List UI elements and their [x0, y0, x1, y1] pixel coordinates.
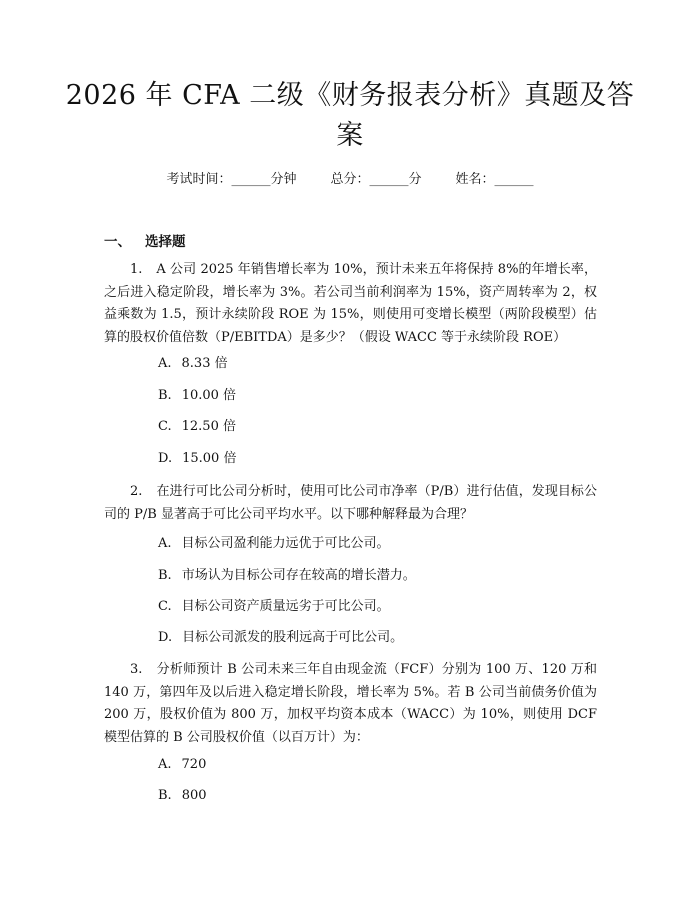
- section-heading: [104, 230, 186, 250]
- option-text: 15.00 倍: [182, 451, 237, 466]
- option-1c: [158, 418, 236, 436]
- option-1b: [158, 387, 236, 405]
- option-2a: [158, 535, 390, 553]
- option-text: 10.00 倍: [181, 388, 237, 403]
- question-number: 2.: [130, 484, 143, 499]
- name-label: 姓名：______: [455, 172, 534, 187]
- question-number: 1.: [130, 262, 143, 277]
- option-text: 800: [181, 788, 207, 803]
- section-label: 选择题: [145, 234, 186, 250]
- option-text: 12.50 倍: [181, 419, 236, 434]
- option-text: 目标公司派发的股利远高于可比公司。: [182, 630, 404, 645]
- question-1: [104, 259, 597, 349]
- question-text: A 公司 2025 年销售增长率为 10%，预计未来五年将保持 8%的年增长率，之后进入稳定阶段，增长率为 3%。若公司当前利润率为 15%，资产周转率为 2，权益乘数为 1.5，预计永续阶段 ROE 为 15%，则使用可变增长模型（两阶段模型）估算的股权价值倍数（P/EBITDA）是多少？（假设 WACC 等于永续阶段 ROE）: [104, 262, 597, 345]
- option-text: 市场认为目标公司存在较高的增长潜力。: [181, 568, 416, 583]
- option-2d: [158, 629, 403, 647]
- option-letter: A.: [158, 536, 172, 551]
- option-1d: [158, 450, 236, 468]
- page-title: 2026 年 CFA 二级《财务报表分析》真题及答案: [65, 80, 635, 151]
- option-letter: A.: [158, 757, 172, 772]
- option-letter: B.: [158, 388, 172, 403]
- option-letter: A.: [158, 356, 172, 371]
- option-text: 目标公司资产质量远劣于可比公司。: [181, 599, 390, 614]
- section-number: 一、: [104, 234, 131, 250]
- option-text: 720: [181, 757, 207, 772]
- option-letter: C.: [158, 599, 172, 614]
- option-letter: D.: [158, 451, 173, 466]
- question-text: 分析师预计 B 公司未来三年自由现金流（FCF）分别为 100 万、120 万和 140 万，第四年及以后进入稳定增长阶段，增长率为 5%。若 B 公司当前债务价值为 200 万，股权价值为 800 万，加权平均资本成本（WACC）为 10%，则使用 DCF 模型估算的 B 公司股权价值（以百万计）为：: [104, 662, 597, 745]
- question-3: [104, 659, 597, 749]
- question-number: 3.: [130, 662, 143, 677]
- option-letter: C.: [158, 419, 172, 434]
- option-text: 目标公司盈利能力远优于可比公司。: [181, 536, 390, 551]
- option-letter: B.: [158, 568, 172, 583]
- exam-time-label: 考试时间：______分钟: [166, 172, 297, 187]
- option-3a: [158, 756, 206, 774]
- total-score-label: 总分：______分: [330, 172, 422, 187]
- question-2: [104, 481, 597, 526]
- option-letter: D.: [158, 630, 173, 645]
- option-text: 8.33 倍: [181, 356, 228, 371]
- option-1a: [158, 355, 228, 373]
- question-text: 在进行可比公司分析时，使用可比公司市净率（P/B）进行估值，发现目标公司的 P/B 显著高于可比公司平均水平。以下哪种解释最为合理？: [104, 484, 597, 522]
- exam-meta: [0, 168, 700, 187]
- option-3b: [158, 787, 207, 805]
- option-letter: B.: [158, 788, 172, 803]
- option-2c: [158, 598, 390, 616]
- option-2b: [158, 567, 416, 585]
